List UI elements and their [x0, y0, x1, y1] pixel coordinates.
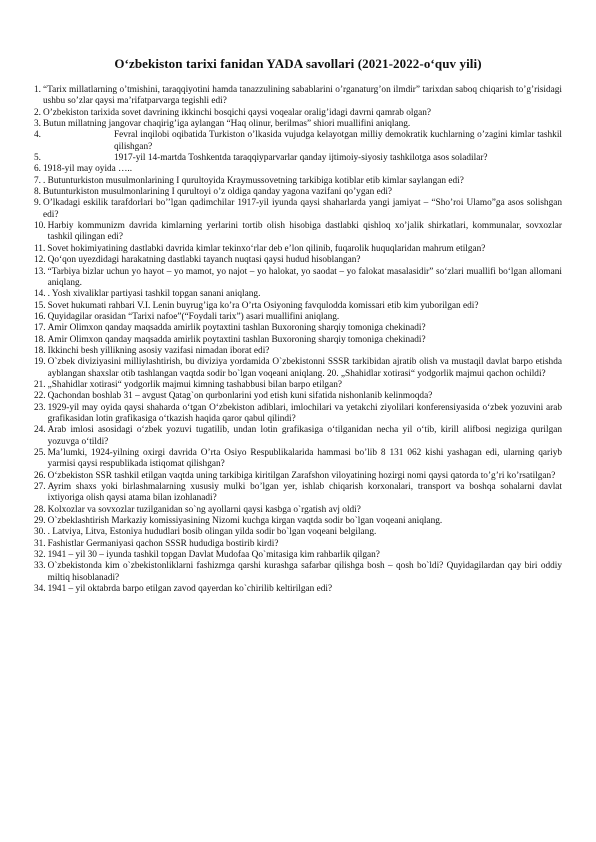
- question-item: [34, 584, 562, 595]
- question-number: 5.: [34, 153, 41, 164]
- question-item: [34, 335, 562, 346]
- question-item: [34, 221, 562, 244]
- question-text: Qo‘qon uyezdidagi harakatning dastlabki tayanch nuqtasi qaysi hudud hisoblangan?: [47, 255, 361, 266]
- question-number: 11.: [34, 243, 46, 254]
- question-item: [34, 391, 562, 402]
- question-item: [34, 425, 562, 448]
- question-text: 1929-yil may oyida qaysi shaharda o‘tgan O‘zbekiston adiblari, imlochilari va yetakchi ziyolilari konferensiyasida o‘zbek yozuvini arab grafikasidan lotin grafikasiga o‘tkazish haqida qaror qabul qilindi?: [47, 402, 562, 424]
- questions-list: [34, 85, 562, 595]
- question-item: [34, 516, 562, 527]
- question-number: 28.: [34, 504, 46, 515]
- question-number: 16.: [34, 311, 46, 322]
- question-number: 14.: [34, 289, 46, 300]
- question-text: O`zbekistonda kim o`zbekistonliklarni fashizmga qarshi kurashga safarbar qilishga bosh – qosh bo`ldi? Quyidagilardan qay biri oddiy miltiq hisoblanadi?: [47, 561, 562, 583]
- question-number: 12.: [34, 255, 46, 266]
- question-item: [34, 187, 562, 198]
- question-number: 25.: [34, 448, 46, 458]
- question-item: [34, 119, 562, 130]
- question-number: 17.: [34, 323, 46, 334]
- question-number: 10.: [34, 221, 46, 232]
- question-number: 13.: [34, 266, 46, 277]
- question-text: O’zbekiston tarixida sovet davrining ikkinchi bosqichi qaysi voqealar oralig’idagi davrni qamrab olgan?: [42, 107, 432, 118]
- question-text: Arab imlosi asosidagi o‘zbek yozuvi tugatilib, undan lotin grafikasiga o‘tilganidan necha yil o‘tib, kirill alifbosi negiziga qurilgan yozuvga o‘tildi?: [47, 425, 562, 447]
- question-number: 2.: [34, 107, 41, 118]
- question-text: Kolxozlar va sovxozlar tuzilganidan so`ng ayollarni qaysi kasbga o`rgatish avj oldi?: [47, 504, 361, 515]
- question-number: 15.: [34, 300, 46, 311]
- question-number: 29.: [34, 516, 46, 527]
- question-item: [34, 244, 562, 255]
- question-number: 32.: [34, 550, 46, 561]
- question-text: Harbiy kommunizm davrida kimlarning yerlarini tortib olish hisobiga dastlabki qishloq xo’jalik shirkatlari, kommunalar, sovxozlar tashkil qilingan edi?: [47, 221, 562, 243]
- question-text: Butunturkiston musulmonlarining I qurultoyi o’z oldiga qanday yagona vazifani qo’ygan edi?: [42, 187, 393, 198]
- question-item: [34, 505, 562, 516]
- question-number: 4.: [34, 130, 41, 141]
- question-number: 3.: [34, 119, 41, 130]
- question-item: [34, 289, 562, 300]
- question-text: 1941 – yil 30 – iyunda tashkil topgan Davlat Mudofaa Qo`mitasiga kim rahbarlik qilgan?: [47, 550, 380, 561]
- question-text: Butun millatning jangovar chaqirig’iga aylangan “Haq olinur, berilmas” shiori muallifini aniqlang.: [42, 119, 411, 130]
- question-number: 1.: [34, 85, 41, 95]
- question-item: [34, 153, 562, 164]
- question-item: [34, 448, 562, 471]
- question-text: Amir Olimxon qanday maqsadda amirlik poytaxtini tashlan Buxoroning sharqiy tomoniga chekinadi?: [47, 323, 426, 334]
- question-item: [34, 346, 562, 357]
- question-item: [34, 471, 562, 482]
- question-item: [34, 312, 562, 323]
- question-text: O`zbek diviziyasini milliylashtirish, bu diviziya yordamida O`zbekistonni SSSR tarkibidan ajratib olish va mustaqil davlat barpo etishda ayblangan shaxslar otib tashlangan vaqtda sodir bo`lgan voqeani aniqlang. 20. „Shahidlar xotirasi“ yodgorlik majmui qachon ochildi?: [47, 357, 562, 379]
- question-number: 27.: [34, 482, 46, 493]
- question-number: 7.: [34, 175, 41, 186]
- question-number: 21.: [34, 379, 46, 390]
- question-number: 34.: [34, 584, 46, 595]
- question-item: [34, 301, 562, 312]
- question-text: . Butunturkiston musulmonlarining I qurultoyida Kraymussovetning tarkibiga kotiblar etib kimlar saylangan edi?: [42, 175, 464, 186]
- question-text: . Yosh xivaliklar partiyasi tashkil topgan sanani aniqlang.: [47, 289, 261, 300]
- question-item: [34, 108, 562, 119]
- question-text: Amir Olimxon qanday maqsadda amirlik poytaxtini tashlan Buxoroning sharqiy tomoniga chekinadi?: [47, 334, 426, 345]
- question-number: 30.: [34, 527, 46, 538]
- question-number: 24.: [34, 425, 46, 436]
- question-item: [34, 403, 562, 426]
- question-text: “Tarbiya bizlar uchun yo hayot – yo mamot, yo najot – yo halokat, yo saodat – yo falokat masalasidir” so‘zlari muallifi bo‘lgan allomani aniqlang.: [47, 266, 562, 288]
- question-item: [34, 561, 562, 584]
- question-text: 1918-yil may oyida …..: [42, 164, 133, 175]
- question-item: [34, 539, 562, 550]
- question-text: “Tarix millatlarning o’tmishini, taraqqiyotini hamda tanazzulining sabablarini o’rganaturg’on ilmdir” tarixdan saboq chiqarish to’g’risidagi ushbu so’zlar qaysi ma’rifatparvarga tegishli edi?: [42, 85, 562, 107]
- question-number: 9.: [34, 198, 41, 209]
- question-item: [34, 130, 562, 153]
- question-item: [34, 85, 562, 108]
- question-text: 1917-yil 14-martda Toshkentda taraqqiyparvarlar qanday ijtimoiy-siyosiy tashkilotga asos soladilar?: [114, 153, 488, 164]
- question-text: Fevral inqilobi oqibatida Turkiston o’lkasida vujudga kelayotgan milliy demokratik kuchlarning o’zagini kimlar tashkil qilishgan?: [114, 130, 562, 152]
- question-number: 22.: [34, 391, 46, 402]
- question-item: [34, 527, 562, 538]
- question-number: 33.: [34, 561, 46, 572]
- question-item: [34, 357, 562, 380]
- question-item: [34, 323, 562, 334]
- question-text: „Shahidlar xotirasi“ yodgorlik majmui kimning tashabbusi bilan barpo etilgan?: [47, 379, 342, 390]
- question-number: 8.: [34, 187, 41, 198]
- question-number: 18.: [34, 345, 46, 356]
- question-text: Qachondan boshlab 31 – avgust Qatag`on qurbonlarini yod etish kuni sifatida nishonlanib kelinmoqda?: [47, 391, 433, 402]
- question-text: 1941 – yil oktabrda barpo etilgan zavod qayerdan ko`chirilib keltirilgan edi?: [47, 584, 333, 595]
- question-item: [34, 482, 562, 505]
- document-title: O‘zbekiston tarixi fanidan YADA savollari (2021-2022-o‘quv yili): [114, 56, 482, 71]
- question-item: [34, 550, 562, 561]
- question-number: 23.: [34, 402, 46, 413]
- question-text: Fashistlar Germaniyasi qachon SSSR hududiga bostirib kirdi?: [47, 538, 279, 549]
- question-number: 6.: [34, 164, 41, 175]
- question-text: Sovet hukumati rahbari V.I. Lenin buyrug’iga ko’ra O’rta Osiyoning favqulodda komissari etib kim yuborilgan edi?: [47, 300, 479, 311]
- question-text: Ma’lumki, 1924-yilning oxirgi davrida O’rta Osiyo Respublikalarida hammasi bo’lib 8 131 062 kishi yashagan edi, ularning qariyb yarmisi qaysi respublikada istiqomat qilishgan?: [47, 448, 562, 470]
- question-text: Sovet hokimiyatining dastlabki davrida kimlar tekinxo‘rlar deb e’lon qilinib, fuqarolik huquqlaridan mahrum etilgan?: [47, 243, 486, 254]
- question-text: Ikkinchi besh yillikning asosiy vazifasi nimadan iborat edi?: [47, 345, 270, 356]
- question-item: [34, 176, 562, 187]
- question-item: [34, 164, 562, 175]
- question-item: [34, 198, 562, 221]
- question-item: [34, 255, 562, 266]
- question-text: O`zbeklashtirish Markaziy komissiyasining Nizomi kuchga kirgan vaqtda sodir bo`lgan voqeani aniqlang.: [47, 516, 443, 527]
- question-text: . Latviya, Litva, Estoniya hududlari bosib olingan yilda sodir bo`lgan voqeani belgilang.: [47, 527, 377, 538]
- question-item: [34, 380, 562, 391]
- question-item: [34, 267, 562, 290]
- question-text: O’lkadagi eskilik tarafdorlari bo’’lgan qadimchilar 1917-yil iyunda qaysi shaharlarda yangi jamiyat – “Sho’roi Ulamo”ga asos solishgan edi?: [42, 198, 562, 220]
- question-number: 26.: [34, 470, 46, 481]
- question-text: Ayrim shaxs yoki birlashmalarning xususiy mulki bo’lgan yer, ishlab chiqarish korxonalari, transport va boshqa sohalarni davlat ixtiyoriga olish qaysi atama bilan izohlanadi?: [47, 482, 562, 504]
- question-number: 18.: [34, 334, 46, 345]
- question-number: 19.: [34, 357, 46, 368]
- question-number: 31.: [34, 538, 46, 549]
- question-text: O‘zbekiston SSR tashkil etilgan vaqtda uning tarkibiga kiritilgan Zarafshon viloyatining hozirgi nomi qaysi qatorda to’g’ri ko’rsatilgan?: [47, 470, 556, 481]
- question-text: Quyidagilar orasidan “Tarixi nafoe”(“Foydali tarix”) asari muallifini aniqlang.: [47, 311, 340, 322]
